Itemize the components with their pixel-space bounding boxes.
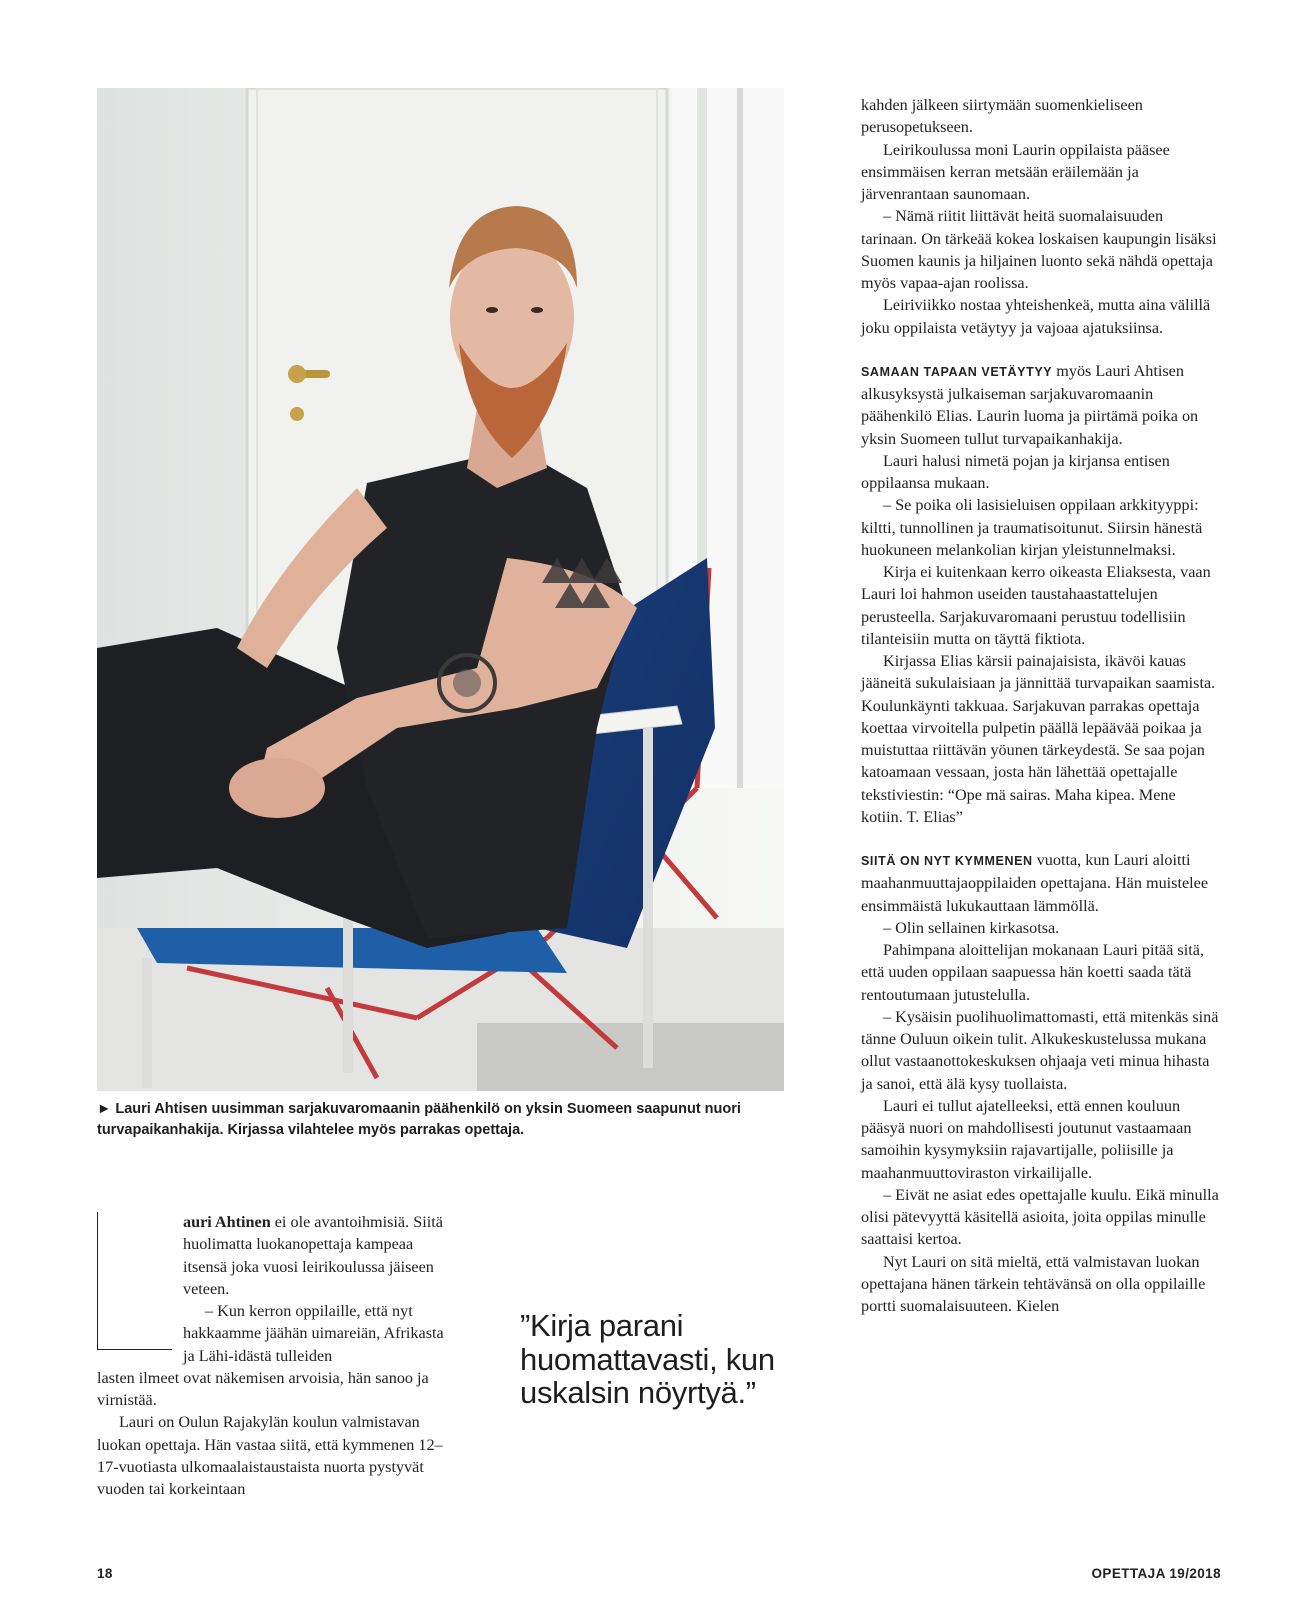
photo-caption	[97, 1099, 787, 1141]
lead-rest: ei ole avantoihmisiä. Siitä huolimatta luokanopettaja kampeaa itsensä joka vuosi leirikoulussa jäiseen veteen.	[183, 1213, 443, 1298]
paragraph-text: vuotta, kun Lauri aloitti maahanmuuttajaoppilaiden opettajana. Hän muistelee ensimmäistä lukukauttaan lämmöllä.	[861, 851, 1209, 915]
right-column	[861, 94, 1221, 1317]
section-lead-paragraph	[861, 849, 1221, 917]
paragraph: Leiriviikko nostaa yhteishenkeä, mutta aina välillä joku oppilaista vetäytyy ja vajoaa ajatuksiinsa.	[861, 296, 1211, 337]
section-lead-paragraph	[861, 360, 1221, 450]
article-photo	[97, 88, 784, 1091]
caption-text: Lauri Ahtisen uusimman sarjakuvaromaanin päähenkilö on yksin Suomeen saapunut nuori turvapaikanhakija. Kirjassa vilahtelee myös parrakas opettaja.	[97, 1101, 741, 1138]
section-lead: SIITÄ ON NYT KYMMENEN	[861, 854, 1033, 868]
paragraph: – Olin sellainen kirkasotsa.	[883, 918, 1060, 937]
page-number: 18	[97, 1566, 113, 1581]
paragraph: – Kysäisin puolihuolimattomasti, että mitenkäs sinä tänne Ouluun oikein tulit. Alkukeskustelussa mukana ollut vastaanottokeskuksen ohjaaja veti minua hihasta ja sanoi, että älä kysy tuollaista.	[861, 1007, 1219, 1093]
lead-paragraph	[97, 1211, 457, 1300]
paragraph: Nyt Lauri on sitä mieltä, että valmistavan luokan opettajana hänen tärkein tehtävänsä on olla oppilaille portti suomalaisuuteen. Kielen	[861, 1252, 1206, 1315]
paragraph: Pahimpana aloittelijan mokanaan Lauri pitää sitä, että uuden oppilaan saapuessa hän koetti saada tätä rentoutumaan jutustelulla.	[861, 941, 1204, 1004]
portrait-photo	[97, 88, 784, 1091]
paragraph: kahden jälkeen siirtymään suomenkieliseen perusopetukseen.	[861, 96, 1143, 137]
paragraph: Lauri on Oulun Rajakylän koulun valmistavan luokan opettaja. Hän vastaa siitä, että kymmenen 12–17-vuotiasta ulkomaalaistaustaista nuorta pystyvät vuoden tai korkeintaan	[97, 1413, 443, 1498]
magazine-issue: OPETTAJA 19/2018	[1091, 1566, 1221, 1581]
paragraph-text: myös Lauri Ahtisen alkusyksystä julkaiseman sarjakuvaromaanin päähenkilö Elias. Laurin luoma ja piirtämä poika on yksin Suomeen tullut turvapaikanhakija.	[861, 361, 1199, 448]
paragraph: – Eivät ne asiat edes opettajalle kuulu. Eikä minulla olisi pätevyyttä käsitellä asioita, joita oppilas minulle saattaisi kertoa.	[861, 1185, 1219, 1249]
paragraph: Lauri halusi nimetä pojan ja kirjansa entisen oppilaansa mukaan.	[861, 451, 1170, 492]
lead-name: auri Ahtinen	[183, 1213, 271, 1231]
paragraph: – Kun kerron oppilaille, että nyt hakkaamme jäähän uimareiän, Afrikasta ja Lähi-idästä tulleiden	[183, 1302, 444, 1365]
paragraph: Lauri ei tullut ajatelleeksi, että ennen kouluun pääsyä nuori on mahdollisesti joutunut vastaamaan samoihin kysymyksiin rajavartijalle, poliisille ja maahanmuuttoviraston virkailijalle.	[861, 1096, 1192, 1182]
paragraph: Leirikoulussa moni Laurin oppilaista pääsee ensimmäisen kerran metsään eräilemään ja järvenrantaan saunomaan.	[861, 140, 1170, 203]
paragraph: – Nämä riitit liittävät heitä suomalaisuuden tarinaan. On tärkeää kokea loskaisen kaupungin lisäksi Suomen kaunis ja hiljainen luonto sekä nähdä opettaja myös vapaa-ajan roolissa.	[861, 207, 1217, 292]
paragraph: lasten ilmeet ovat näkemisen arvoisia, hän sanoo ja virnistää.	[97, 1368, 429, 1409]
caption-arrow-icon: ►	[97, 1101, 112, 1117]
section-lead: SAMAAN TAPAAN VETÄYTYY	[861, 364, 1053, 379]
pull-quote: ”Kirja parani huomattavasti, kun uskalsin nöyrtyä.”	[520, 1308, 775, 1410]
paragraph: Kirja ei kuitenkaan kerro oikeasta Eliaksesta, vaan Lauri loi hahmon useiden taustahaastattelujen perusteella. Sarjakuvaromaani perustuu todellisiin tilanteisiin mutta on täyttä fiktiota.	[861, 563, 1211, 648]
left-column	[97, 1211, 457, 1500]
paragraph: – Se poika oli lasisieluisen oppilaan arkkityyppi: kiltti, tunnollinen ja traumatisoitunut. Siirsin hänestä huokuneen melankolian kirjan yleistunnelmaksi.	[861, 496, 1203, 559]
paragraph: Kirjassa Elias kärsii painajaisista, ikävöi kauas jääneitä sukulaisiaan ja jännittää turvapaikan saamista. Koulunkäynti takkuaa. Sarjakuvan parrakas opettaja koettaa virvoitella pulpetin päällä lepäävää poikaa ja muistuttaa riittävän yöunen tärkeydestä. Se saa pojan katoamaan vessaan, josta hän lähettää opettajalle tekstiviestin: “Ope mä sairas. Maha kipea. Mene kotiin. T. Elias”	[861, 652, 1216, 826]
